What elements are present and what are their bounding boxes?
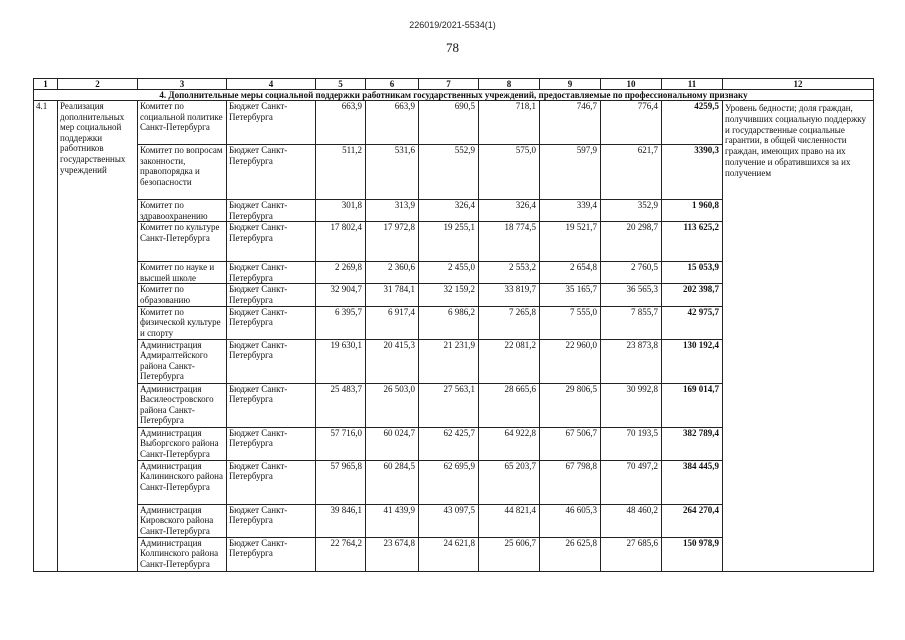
section-row [34, 90, 874, 101]
funding-source-cell: Бюджет Санкт-Петербурга [227, 200, 316, 222]
funding-source-cell: Бюджет Санкт-Петербурга [227, 339, 316, 383]
value-cell: 39 846,1 [316, 504, 366, 537]
value-cell: 313,9 [366, 200, 419, 222]
funding-source-cell: Бюджет Санкт-Петербурга [227, 101, 316, 145]
executor-cell: Комитет по науке и высшей школе [138, 262, 227, 284]
executor-cell: Комитет по образованию [138, 284, 227, 306]
value-cell: 718,1 [479, 101, 540, 145]
value-cell: 43 097,5 [419, 504, 479, 537]
value-cell: 2 654,8 [540, 262, 601, 284]
funding-source-cell: Бюджет Санкт-Петербурга [227, 145, 316, 200]
column-header-7: 7 [419, 79, 479, 90]
value-cell: 2 553,2 [479, 262, 540, 284]
funding-source-cell: Бюджет Санкт-Петербурга [227, 284, 316, 306]
value-cell: 511,2 [316, 145, 366, 200]
value-cell: 23 674,8 [366, 537, 419, 571]
total-cell: 3390,3 [662, 145, 723, 200]
value-cell: 690,5 [419, 101, 479, 145]
value-cell: 26 625,8 [540, 537, 601, 571]
page-number: 78 [446, 40, 459, 55]
value-cell: 6 395,7 [316, 306, 366, 339]
section-title: 4. Дополнительные меры социальной поддержки работникам государственных учреждений, предоставляемые по профессиональному признаку [34, 90, 874, 101]
value-cell: 597,9 [540, 145, 601, 200]
value-cell: 352,9 [601, 200, 662, 222]
value-cell: 19 630,1 [316, 339, 366, 383]
value-cell: 25 483,7 [316, 383, 366, 427]
value-cell: 22 764,2 [316, 537, 366, 571]
value-cell: 26 503,0 [366, 383, 419, 427]
total-cell: 264 270,4 [662, 504, 723, 537]
value-cell: 48 460,2 [601, 504, 662, 537]
value-cell: 19 255,1 [419, 222, 479, 262]
column-number-row [34, 79, 874, 90]
total-cell: 1 960,8 [662, 200, 723, 222]
executor-cell: Комитет по физической культуре и спорту [138, 306, 227, 339]
value-cell: 44 821,4 [479, 504, 540, 537]
document-id: 226019/2021-5534(1) [409, 20, 496, 30]
item-name: Реализация дополнительных мер социальной поддержки работников государственных учреждений [58, 101, 138, 572]
funding-source-cell: Бюджет Санкт-Петербурга [227, 262, 316, 284]
value-cell: 35 165,7 [540, 284, 601, 306]
total-cell: 113 625,2 [662, 222, 723, 262]
value-cell: 326,4 [479, 200, 540, 222]
value-cell: 20 415,3 [366, 339, 419, 383]
value-cell: 30 992,8 [601, 383, 662, 427]
budget-table [33, 78, 874, 572]
total-cell: 202 398,7 [662, 284, 723, 306]
value-cell: 531,6 [366, 145, 419, 200]
total-cell: 42 975,7 [662, 306, 723, 339]
funding-source-cell: Бюджет Санкт-Петербурга [227, 222, 316, 262]
value-cell: 23 873,8 [601, 339, 662, 383]
total-cell: 382 789,4 [662, 427, 723, 460]
column-header-4: 4 [227, 79, 316, 90]
total-cell: 384 445,9 [662, 460, 723, 504]
value-cell: 32 904,7 [316, 284, 366, 306]
value-cell: 64 922,8 [479, 427, 540, 460]
value-cell: 7 855,7 [601, 306, 662, 339]
total-cell: 150 978,9 [662, 537, 723, 571]
value-cell: 6 986,2 [419, 306, 479, 339]
column-header-6: 6 [366, 79, 419, 90]
value-cell: 2 455,0 [419, 262, 479, 284]
column-header-1: 1 [34, 79, 58, 90]
executor-cell: Администрация Кировского района Санкт-Петербурга [138, 504, 227, 537]
total-cell: 169 014,7 [662, 383, 723, 427]
value-cell: 57 965,8 [316, 460, 366, 504]
executor-cell: Администрация Василеостровского района Санкт-Петербурга [138, 383, 227, 427]
value-cell: 18 774,5 [479, 222, 540, 262]
column-header-10: 10 [601, 79, 662, 90]
value-cell: 7 555,0 [540, 306, 601, 339]
value-cell: 17 972,8 [366, 222, 419, 262]
executor-cell: Комитет по культуре Санкт-Петербурга [138, 222, 227, 262]
value-cell: 62 425,7 [419, 427, 479, 460]
value-cell: 301,8 [316, 200, 366, 222]
executor-cell: Администрация Калининского района Санкт-Петербурга [138, 460, 227, 504]
item-number: 4.1 [34, 101, 58, 572]
value-cell: 60 024,7 [366, 427, 419, 460]
value-cell: 31 784,1 [366, 284, 419, 306]
value-cell: 24 621,8 [419, 537, 479, 571]
total-cell: 130 192,4 [662, 339, 723, 383]
value-cell: 17 802,4 [316, 222, 366, 262]
value-cell: 57 716,0 [316, 427, 366, 460]
value-cell: 2 269,8 [316, 262, 366, 284]
value-cell: 62 695,9 [419, 460, 479, 504]
total-cell: 4259,5 [662, 101, 723, 145]
funding-source-cell: Бюджет Санкт-Петербурга [227, 306, 316, 339]
value-cell: 20 298,7 [601, 222, 662, 262]
column-header-5: 5 [316, 79, 366, 90]
column-header-8: 8 [479, 79, 540, 90]
executor-cell: Администрация Адмиралтейского района Санкт-Петербурга [138, 339, 227, 383]
value-cell: 27 685,6 [601, 537, 662, 571]
total-cell: 15 053,9 [662, 262, 723, 284]
value-cell: 67 506,7 [540, 427, 601, 460]
value-cell: 22 081,2 [479, 339, 540, 383]
value-cell: 33 819,7 [479, 284, 540, 306]
value-cell: 663,9 [316, 101, 366, 145]
funding-source-cell: Бюджет Санкт-Петербурга [227, 460, 316, 504]
executor-cell: Комитет по вопросам законности, правопорядка и безопасности [138, 145, 227, 200]
value-cell: 621,7 [601, 145, 662, 200]
funding-source-cell: Бюджет Санкт-Петербурга [227, 427, 316, 460]
value-cell: 67 798,8 [540, 460, 601, 504]
value-cell: 746,7 [540, 101, 601, 145]
value-cell: 663,9 [366, 101, 419, 145]
value-cell: 326,4 [419, 200, 479, 222]
value-cell: 7 265,8 [479, 306, 540, 339]
value-cell: 29 806,5 [540, 383, 601, 427]
value-cell: 27 563,1 [419, 383, 479, 427]
column-header-2: 2 [58, 79, 138, 90]
executor-cell: Администрация Выборгского района Санкт-Петербурга [138, 427, 227, 460]
value-cell: 2 760,5 [601, 262, 662, 284]
value-cell: 70 193,5 [601, 427, 662, 460]
column-header-11: 11 [662, 79, 723, 90]
column-header-12: 12 [723, 79, 874, 90]
value-cell: 65 203,7 [479, 460, 540, 504]
column-header-9: 9 [540, 79, 601, 90]
value-cell: 6 917,4 [366, 306, 419, 339]
funding-source-cell: Бюджет Санкт-Петербурга [227, 383, 316, 427]
value-cell: 41 439,9 [366, 504, 419, 537]
indicator-cell: Уровень бедности; доля граждан, получивших социальную поддержку и государственные социальные гарантии, в общей численности граждан, имеющих право на их получение и обратившихся за их получением [723, 101, 874, 572]
value-cell: 2 360,6 [366, 262, 419, 284]
funding-source-cell: Бюджет Санкт-Петербурга [227, 504, 316, 537]
funding-source-cell: Бюджет Санкт-Петербурга [227, 537, 316, 571]
value-cell: 25 606,7 [479, 537, 540, 571]
value-cell: 552,9 [419, 145, 479, 200]
value-cell: 575,0 [479, 145, 540, 200]
executor-cell: Администрация Колпинского района Санкт-Петербурга [138, 537, 227, 571]
value-cell: 776,4 [601, 101, 662, 145]
value-cell: 19 521,7 [540, 222, 601, 262]
value-cell: 60 284,5 [366, 460, 419, 504]
value-cell: 32 159,2 [419, 284, 479, 306]
value-cell: 21 231,9 [419, 339, 479, 383]
value-cell: 46 605,3 [540, 504, 601, 537]
executor-cell: Комитет по социальной политике Санкт-Петербурга [138, 101, 227, 145]
value-cell: 28 665,6 [479, 383, 540, 427]
executor-cell: Комитет по здравоохранению [138, 200, 227, 222]
table-row [34, 101, 874, 145]
value-cell: 22 960,0 [540, 339, 601, 383]
column-header-3: 3 [138, 79, 227, 90]
value-cell: 36 565,3 [601, 284, 662, 306]
value-cell: 339,4 [540, 200, 601, 222]
value-cell: 70 497,2 [601, 460, 662, 504]
